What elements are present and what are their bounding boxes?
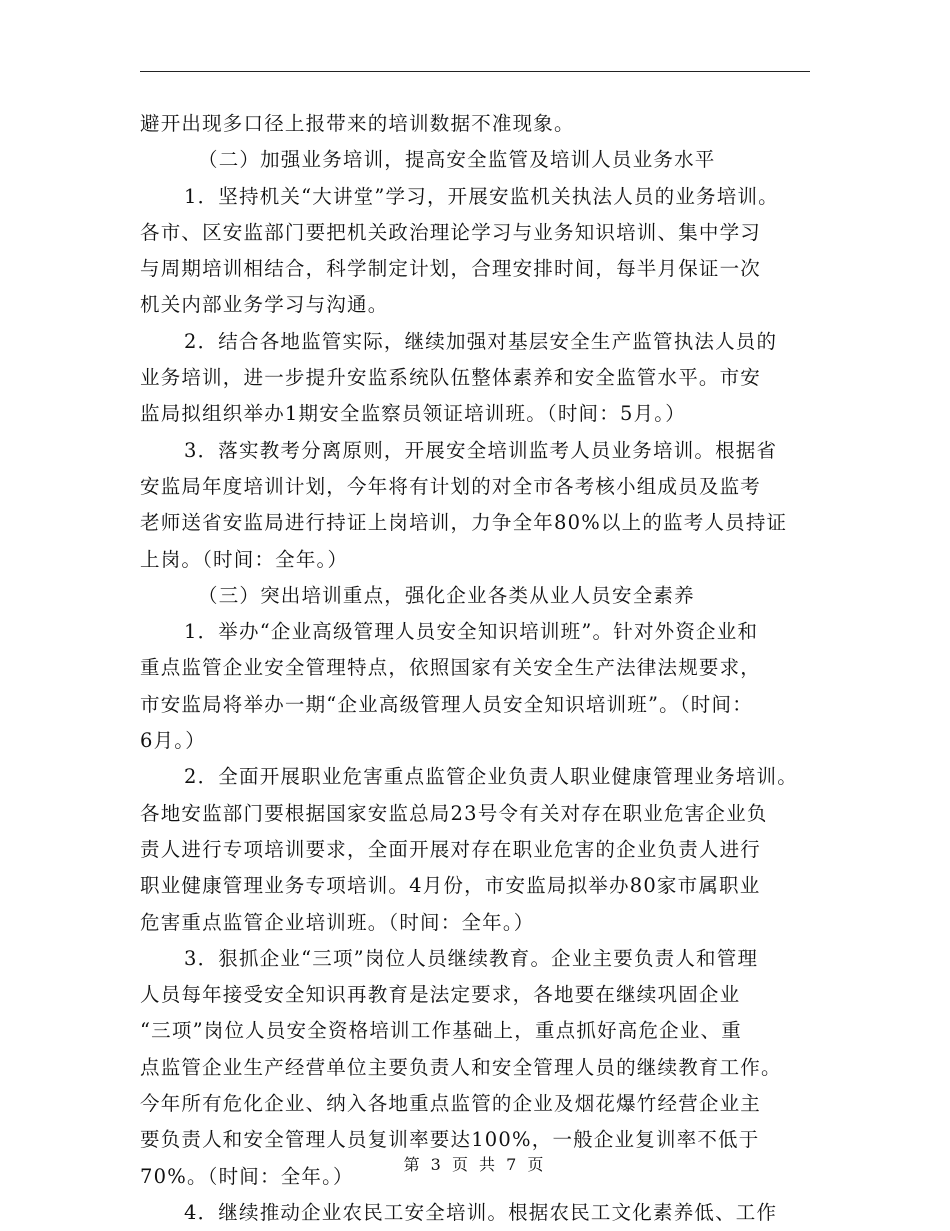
body-line: 上岗。（时间：全年。） bbox=[140, 547, 349, 571]
body-line: 6月。） bbox=[140, 729, 206, 753]
section-heading: （二）加强业务培训，提高安全监管及培训人员业务水平 bbox=[198, 148, 716, 172]
body-line: 1．举办“企业高级管理人员安全知识培训班”。针对外资企业和 bbox=[184, 620, 759, 644]
body-line: “三项”岗位人员安全资格培训工作基础上，重点抓好高危企业、重 bbox=[140, 1019, 742, 1043]
body-line: 监局拟组织举办1期安全监察员领证培训班。（时间：5月。） bbox=[140, 402, 686, 426]
body-line: 3．落实教考分离原则，开展安全培训监考人员业务培训。根据省 bbox=[184, 438, 778, 462]
body-line: 4．继续推动企业农民工安全培训。根据农民工文化素养低、工作 bbox=[184, 1200, 778, 1224]
body-line: 2．全面开展职业危害重点监管企业负责人职业健康管理业务培训。 bbox=[184, 765, 798, 789]
page-number-footer: 第 3 页 共 7 页 bbox=[403, 1155, 547, 1174]
body-line: 3．狠抓企业“三项”岗位人员继续教育。企业主要负责人和管理 bbox=[184, 946, 759, 970]
body-line: 与周期培训相结合，科学制定计划，合理安排时间，每半月保证一次 bbox=[140, 257, 762, 281]
body-line: 人员每年接受安全知识再教育是法定要求，各地要在继续巩固企业 bbox=[140, 983, 741, 1007]
body-line: 安监局年度培训计划，今年将有计划的对全市各考核小组成员及监考 bbox=[140, 474, 762, 498]
body-line: 今年所有危化企业、纳入各地重点监管的企业及烟花爆竹经营企业主 bbox=[140, 1092, 762, 1116]
body-line: 机关内部业务学习与沟通。 bbox=[140, 293, 389, 317]
body-line: 危害重点监管企业培训班。（时间：全年。） bbox=[140, 910, 535, 934]
body-line: 各市、区安监部门要把机关政治理论学习与业务知识培训、集中学习 bbox=[140, 220, 762, 244]
body-line: 职业健康管理业务专项培训。4月份，市安监局拟举办80家市属职业 bbox=[140, 874, 761, 898]
body-line: 重点监管企业安全管理特点，依照国家有关安全生产法律法规要求， bbox=[140, 656, 762, 680]
body-line: 1．坚持机关“大讲堂”学习，开展安监机关执法人员的业务培训。 bbox=[184, 184, 779, 208]
body-line: 要负责人和安全管理人员复训率要达100%，一般企业复训率不低于 bbox=[140, 1128, 760, 1152]
body-line: 老师送省安监局进行持证上岗培训，力争全年80%以上的监考人员持证 bbox=[140, 511, 788, 535]
body-line: 点监管企业生产经营单位主要负责人和安全管理人员的继续教育工作。 bbox=[140, 1055, 782, 1079]
body-line: 避开出现多口径上报带来的培训数据不准现象。 bbox=[140, 112, 575, 135]
body-line: 2．结合各地监管实际，继续加强对基层安全生产监管执法人员的 bbox=[184, 329, 778, 353]
body-line: 业务培训，进一步提升安监系统队伍整体素养和安全监管水平。市安 bbox=[140, 366, 762, 390]
section-heading: （三）突出培训重点，强化企业各类从业人员安全素养 bbox=[198, 583, 695, 607]
body-line: 70%。（时间：全年。） bbox=[140, 1164, 354, 1188]
header-rule bbox=[140, 71, 810, 72]
body-line: 各地安监部门要根据国家安监总局23号令有关对存在职业危害企业负 bbox=[140, 801, 768, 825]
document-body bbox=[140, 106, 830, 1231]
body-line: 责人进行专项培训要求，全面开展对存在职业危害的企业负责人进行 bbox=[140, 837, 762, 861]
body-line: 市安监局将举办一期“企业高级管理人员安全知识培训班”。（时间： bbox=[140, 692, 753, 716]
